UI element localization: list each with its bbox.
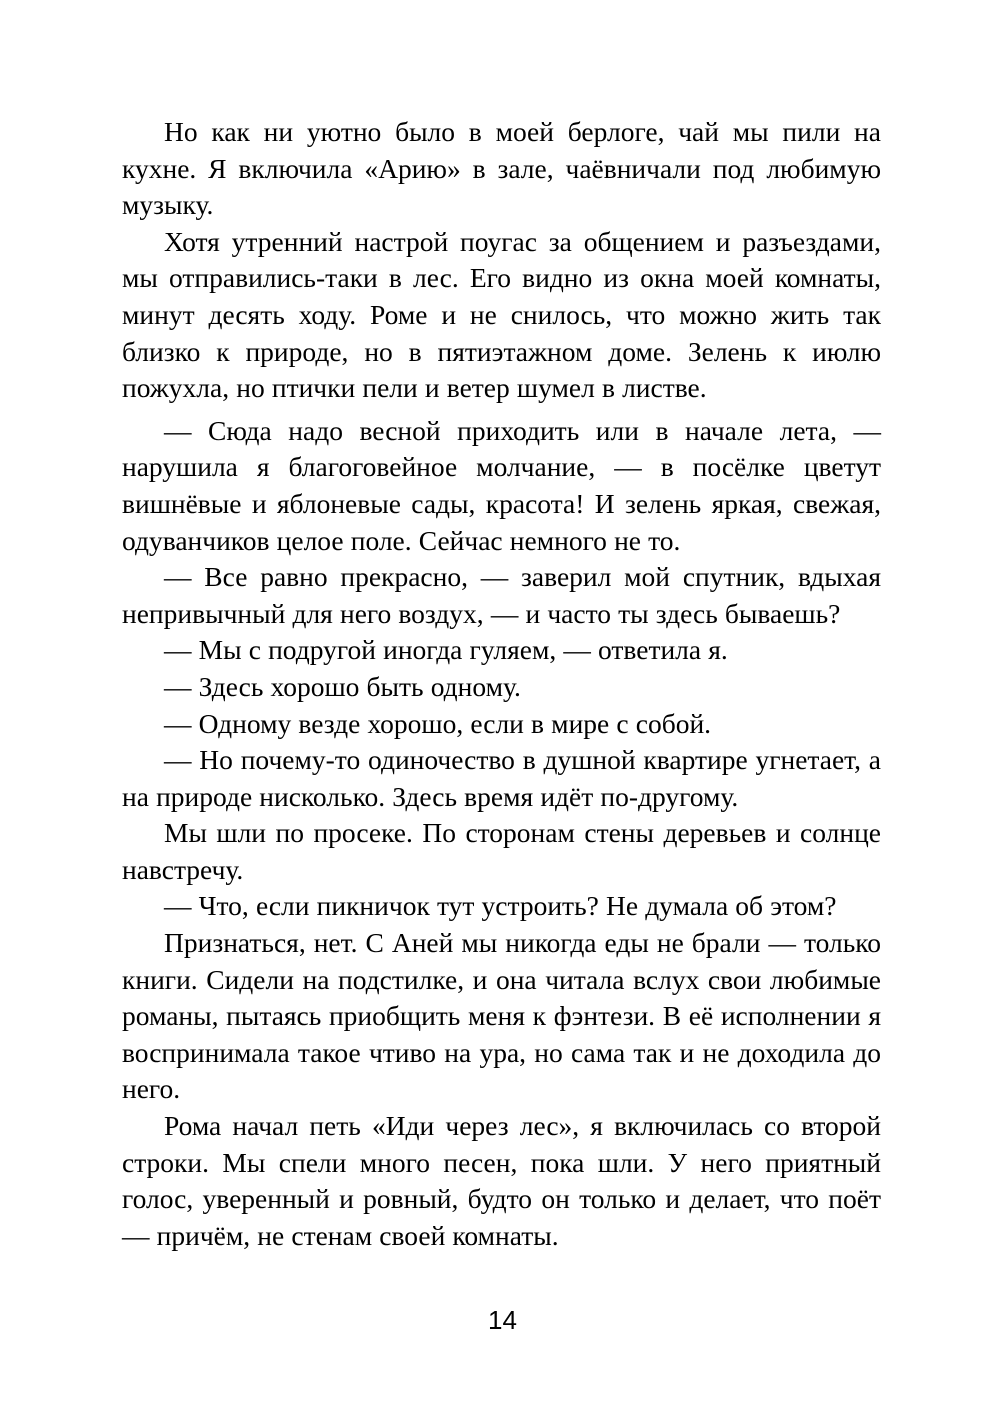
- paragraph: Хотя утренний настрой поугас за общением и разъездами, мы отправились-таки в лес. Его видно из окна моей комнаты, минут десять ходу. Роме и не снилось, что можно жить так близко к природе, но в пятиэтажном доме. Зелень к июлю пожухла, но птички пели и ветер шумел в листве.: [122, 225, 881, 404]
- paragraph: — Все равно прекрасно, — заверил мой спутник, вдыхая непривычный для него воздух, — и часто ты здесь бываешь?: [122, 561, 881, 629]
- paragraph: Мы шли по просеке. По сторонам стены деревьев и солнце навстречу.: [122, 817, 881, 885]
- dialogue-line: — Мы с подругой иногда гуляем, — ответила я.: [164, 634, 728, 666]
- paragraph: Признаться, нет. С Аней мы никогда еды не брали — только книги. Сидели на подстилке, и она читала вслух свои любимые романы, пытаясь приобщить меня к фэнтези. В её исполнении я воспринимала такое чтиво на ура, но сама так и не доходила до него.: [122, 927, 881, 1105]
- paragraph: — Сюда надо весной приходить или в начале лета, — нарушила я благоговейное молчание, — в посёлке цветут вишнёвые и яблоневые сады, красота! И зелень яркая, свежая, одуванчиков целое поле. Сейчас немного не то.: [122, 414, 881, 556]
- paragraph: Но как ни уютно было в моей берлоге, чай мы пили на кухне. Я включила «Арию» в зале, чаёвничали под любимую музыку.: [122, 116, 881, 221]
- paragraph: Рома начал петь «Иди через лес», я включилась со второй строки. Мы спели много песен, пока шли. У него приятный голос, уверенный и ровный, будто он только и делает, что поёт — причём, не стенам своей комнаты.: [122, 1110, 881, 1251]
- paragraph: — Но почему-то одиночество в душной квартире угнетает, а на природе нисколько. Здесь время идёт по-другому.: [122, 744, 881, 812]
- paragraph: — Что, если пикничок тут устроить? Не думала об этом?: [164, 890, 837, 922]
- body-text-column: [122, 114, 881, 1254]
- page-number: 14: [488, 1305, 517, 1335]
- dialogue-line: — Одному везде хорошо, если в мире с собой.: [164, 707, 712, 739]
- dialogue-line: — Здесь хорошо быть одному.: [164, 670, 521, 702]
